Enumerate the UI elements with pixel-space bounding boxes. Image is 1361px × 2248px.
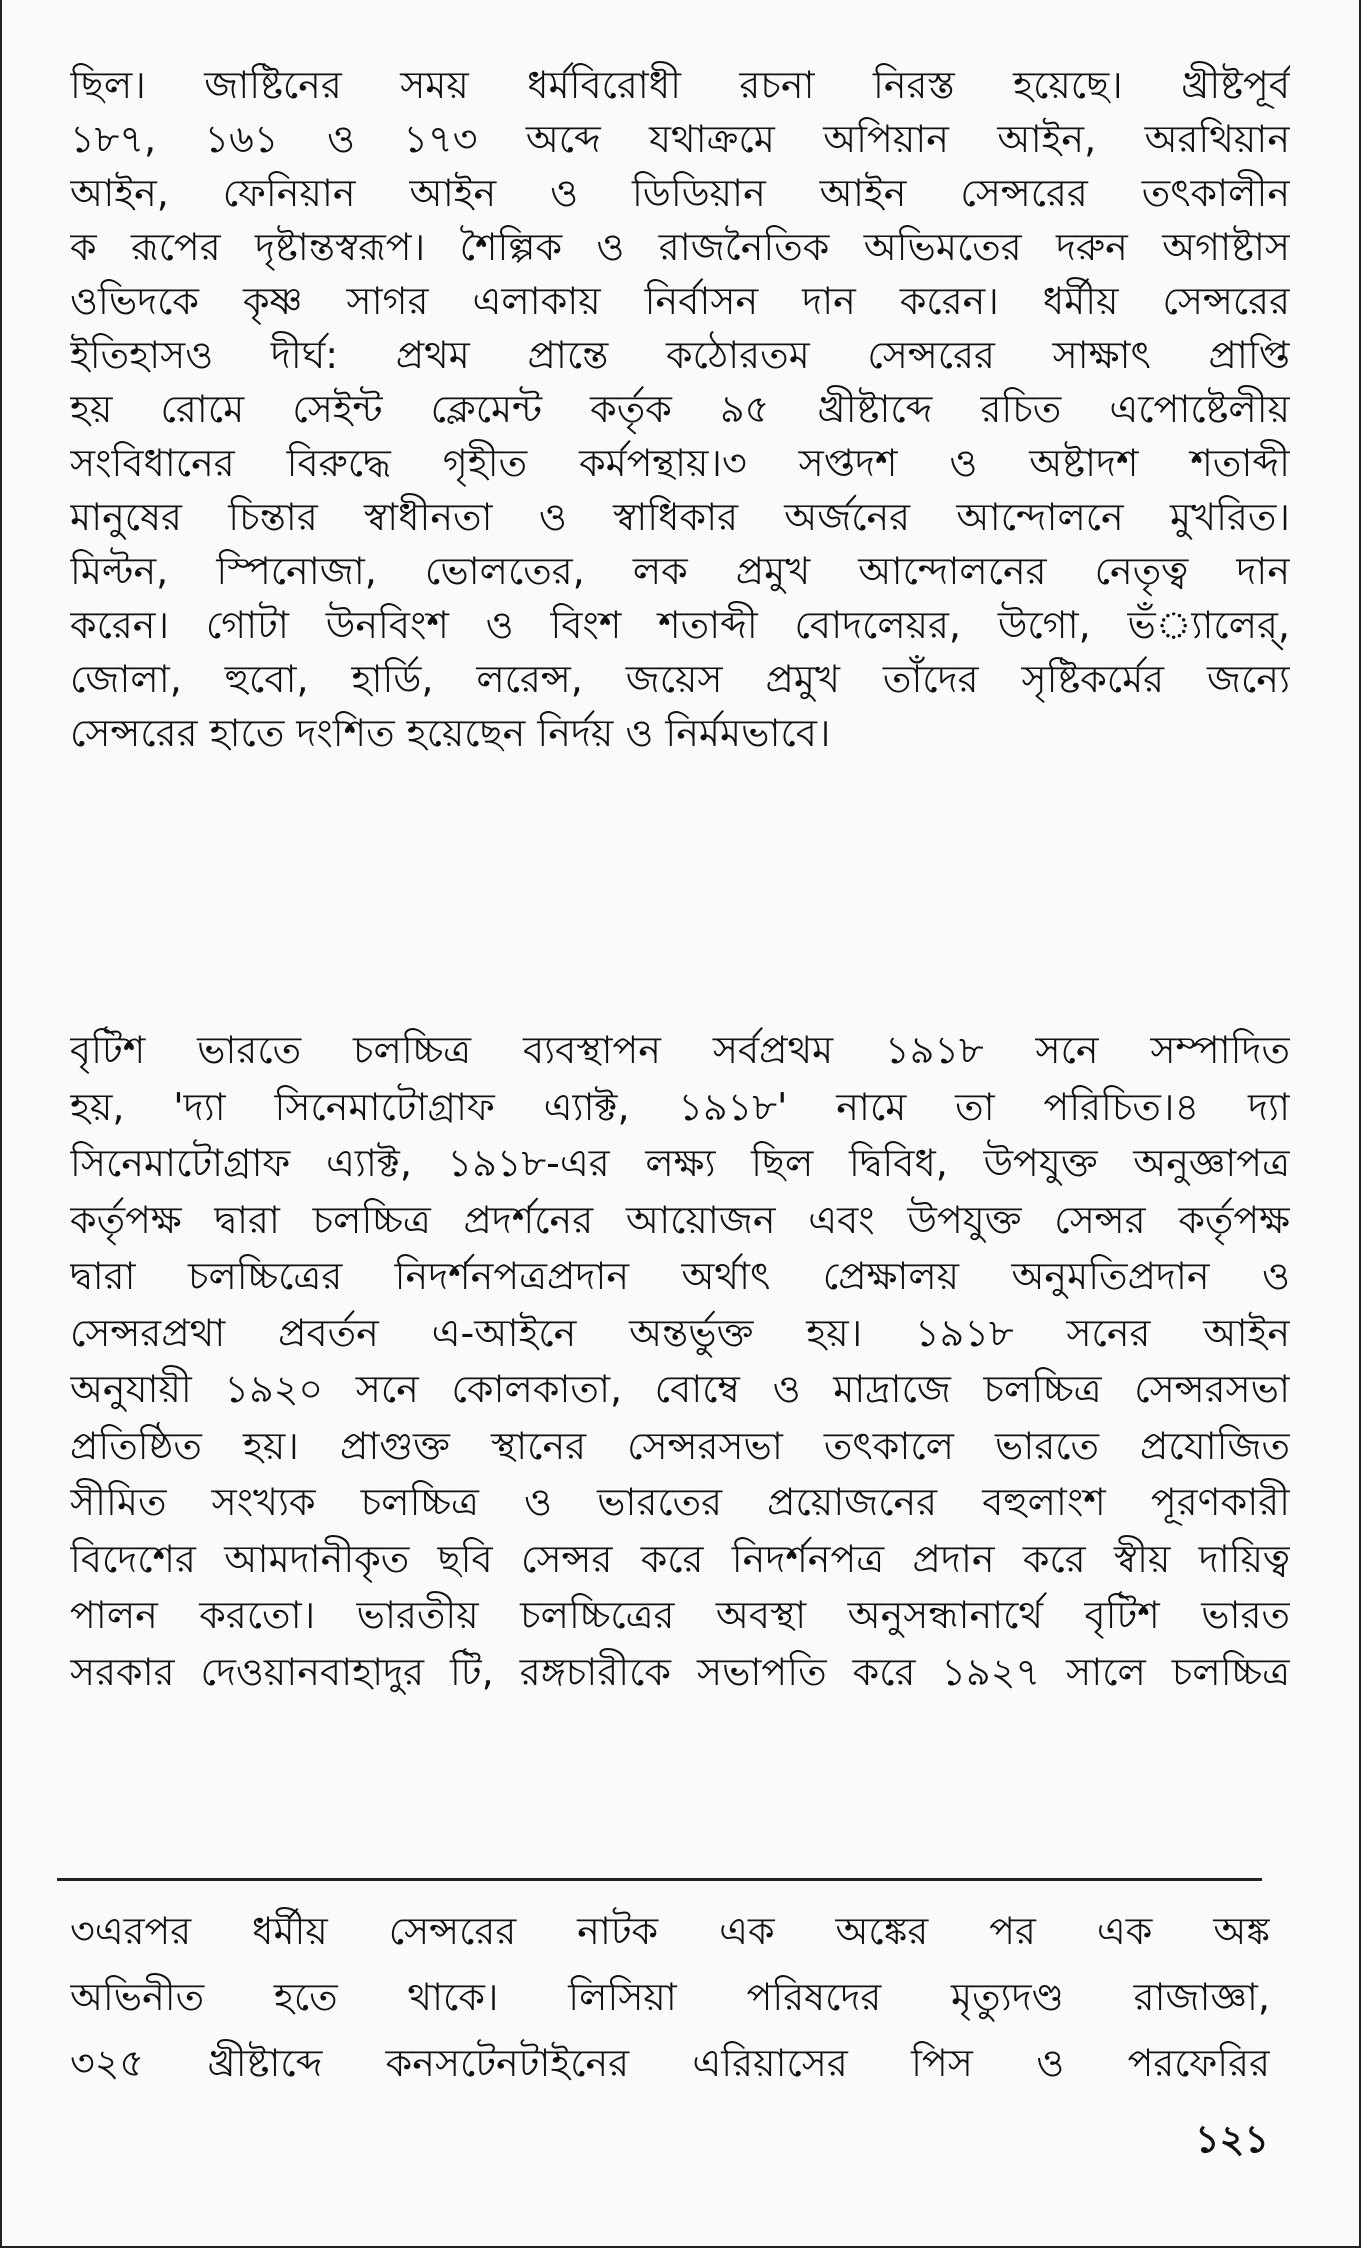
paragraph-2 bbox=[70, 1022, 1290, 1700]
text-line: সেন্সরপ্রথা প্রবর্তন এ-আইনে অন্তর্ভুক্ত হয়। ১৯১৮ সনের আইন bbox=[70, 1310, 1290, 1355]
text-line: সিনেমাটোগ্রাফ এ্যাক্ট, ১৯১৮-এর লক্ষ্য ছিল দ্বিবিধ, উপযুক্ত অনুজ্ঞাপত্র bbox=[70, 1141, 1290, 1185]
footnote-line: ৩এরপর ধর্মীয় সেন্সরের নাটক এক অঙ্কের পর এক অঙ্ক bbox=[70, 1909, 1270, 1953]
page-number: ১২১ bbox=[1194, 2117, 1269, 2161]
text-line: হয় রোমে সেইন্ট ক্লেমেন্ট কর্তৃক ৯৫ খ্রীষ্টাব্দে রচিত এপোষ্টেলীয় bbox=[70, 387, 1290, 431]
text-line: অনুযায়ী ১৯২০ সনে কোলকাতা, বোম্বে ও মাদ্রাজে চলচ্চিত্র সেন্সরসভা bbox=[70, 1367, 1290, 1411]
text-line: প্রতিষ্ঠিত হয়। প্রাগুক্ত স্থানের সেন্সরসভা তৎকালে ভারতে প্রযোজিত bbox=[70, 1423, 1290, 1468]
text-line: সরকার দেওয়ানবাহাদুর টি, রঙ্গচারীকে সভাপতি করে ১৯২৭ সালে চলচ্চিত্র bbox=[70, 1649, 1290, 1694]
footnote-divider bbox=[57, 1878, 1262, 1881]
text-line: ইতিহাসও দীর্ঘ: প্রথম প্রান্তে কঠোরতম সেন্সরের সাক্ষাৎ প্রাপ্তি bbox=[70, 333, 1290, 377]
text-line: ক রূপের দৃষ্টান্তস্বরূপ। শৈল্পিক ও রাজনৈতিক অভিমতের দরুন অগাষ্টাস bbox=[70, 225, 1290, 269]
text-line: আইন, ফেনিয়ান আইন ও ডিডিয়ান আইন সেন্সরের তৎকালীন bbox=[70, 171, 1290, 215]
text-line: সেন্সরের হাতে দংশিত হয়েছেন নির্দয় ও নির্মমভাবে। bbox=[70, 711, 831, 755]
text-line: দ্বারা চলচ্চিত্রের নিদর্শনপত্রপ্রদান অর্থাৎ প্রেক্ষালয় অনুমতিপ্রদান ও bbox=[70, 1254, 1290, 1298]
text-line: ছিল। জাষ্টিনের সময় ধর্মবিরোধী রচনা নিরস্ত হয়েছে। খ্রীষ্টপূর্ব bbox=[70, 63, 1290, 107]
footnote-line: অভিনীত হতে থাকে। লিসিয়া পরিষদের মৃত্যুদণ্ড রাজাজ্ঞা, bbox=[70, 1975, 1270, 2019]
text-line: বিদেশের আমদানীকৃত ছবি সেন্সর করে নিদর্শনপত্র প্রদান করে স্বীয় দায়িত্ব bbox=[70, 1536, 1290, 1581]
footnote bbox=[70, 1898, 1270, 2096]
text-line: পালন করতো। ভারতীয় চলচ্চিত্রের অবস্থা অনুসন্ধানার্থে বৃটিশ ভারত bbox=[70, 1593, 1290, 1637]
paragraph-1 bbox=[70, 58, 1290, 760]
text-line: সংবিধানের বিরুদ্ধে গৃহীত কর্মপন্থায়।৩ সপ্তদশ ও অষ্টাদশ শতাব্দী bbox=[70, 441, 1290, 485]
text-line: সীমিত সংখ্যক চলচ্চিত্র ও ভারতের প্রয়োজনের বহুলাংশ পূরণকারী bbox=[70, 1480, 1290, 1524]
text-line: ওভিদকে কৃষ্ণ সাগর এলাকায় নির্বাসন দান করেন। ধর্মীয় সেন্সরের bbox=[70, 279, 1290, 323]
text-line: জোলা, হুবো, হার্ডি, লরেন্স, জয়েস প্রমুখ তাঁদের সৃষ্টিকর্মের জন্যে bbox=[70, 657, 1290, 701]
text-line: করেন। গোটা উনবিংশ ও বিংশ শতাব্দী বোদলেয়র, উগো, ভঁ্যালের্, bbox=[70, 603, 1290, 647]
text-line: ১৮৭, ১৬১ ও ১৭৩ অব্দে যথাক্রমে অপিয়ান আইন, অরথিয়ান bbox=[70, 117, 1290, 161]
footnote-line: ৩২৫ খ্রীষ্টাব্দে কনসটেনটাইনের এরিয়াসের পিস ও পরফেরির bbox=[70, 2041, 1270, 2085]
text-line: মানুষের চিন্তার স্বাধীনতা ও স্বাধিকার অর্জনের আন্দোলনে মুখরিত। bbox=[70, 495, 1290, 539]
text-line: বৃটিশ ভারতে চলচ্চিত্র ব্যবস্থাপন সর্বপ্রথম ১৯১৮ সনে সম্পাদিত bbox=[70, 1028, 1290, 1072]
text-line: হয়, 'দ্যা সিনেমাটোগ্রাফ এ্যাক্ট, ১৯১৮' নামে তা পরিচিত।৪ দ্যা bbox=[70, 1084, 1290, 1129]
text-line: কর্তৃপক্ষ দ্বারা চলচ্চিত্র প্রদর্শনের আয়োজন এবং উপযুক্ত সেন্সর কর্তৃপক্ষ bbox=[70, 1197, 1290, 1242]
text-line: মিল্টন, স্পিনোজা, ভোলতের, লক প্রমুখ আন্দোলনের নেতৃত্ব দান bbox=[70, 549, 1290, 593]
